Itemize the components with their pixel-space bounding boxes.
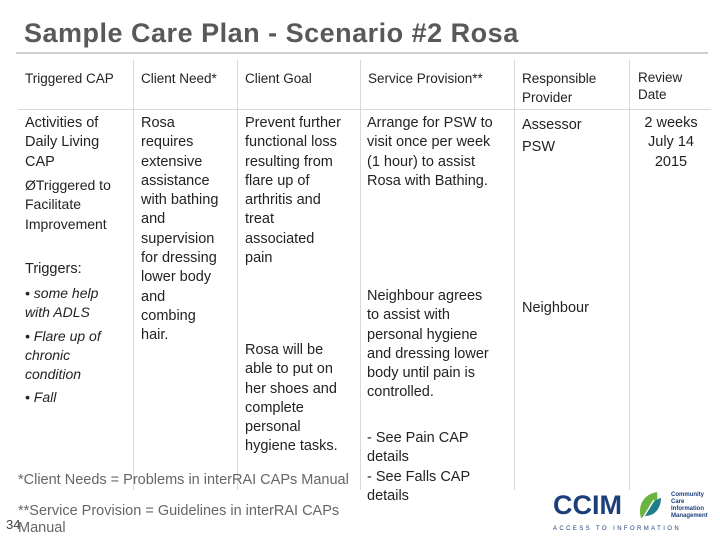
responsible-provider-neighbour: Neighbour (522, 300, 589, 316)
client-need-text: Rosa requires extensive assistance with bathing and supervision for dressing lower body and combing hair. (141, 115, 219, 344)
service-provision-references: - See Pain CAP details - See Falls CAP details (367, 430, 471, 504)
svg-text:Care: Care (671, 499, 685, 505)
header-triggered-cap: Triggered CAP (25, 71, 114, 86)
review-date-text: 2 weeks July 14 2015 (644, 115, 698, 170)
responsible-provider-primary: Assessor PSW (522, 117, 582, 155)
client-goal-secondary: Rosa will be able to put on her shoes and complete personal hygiene tasks. (245, 342, 338, 455)
column-divider (360, 60, 361, 490)
column-divider (237, 60, 238, 490)
title-divider (16, 52, 708, 54)
column-divider (133, 60, 134, 490)
ccim-logo-graphic (553, 488, 718, 538)
footnote-client-needs: *Client Needs = Problems in interRAI CAPs Manual (18, 472, 349, 488)
page-number: 34 (6, 517, 21, 532)
svg-text:Management: Management (671, 513, 708, 519)
page-title: Sample Care Plan - Scenario #2 Rosa (24, 18, 519, 48)
ccim-logo (553, 488, 718, 538)
column-divider (629, 60, 630, 490)
ccim-tagline: ACCESS TO INFORMATION (553, 526, 682, 532)
footnote-manual: Manual (18, 520, 66, 536)
cap-name: Activities of Daily Living CAP (25, 115, 100, 170)
leaf-icon (640, 492, 661, 518)
footnote-service-provision: **Service Provision = Guidelines in interRAI CAPs (18, 503, 340, 519)
triggers-list: • some help with ADLS • Flare up of chronic condition • Fall (25, 284, 101, 408)
service-provision-psw: Arrange for PSW to visit once per week (1 hour) to assist Rosa with Bathing. (367, 115, 493, 189)
svg-text:Community: Community (671, 492, 704, 498)
client-goal-primary: Prevent further functional loss resulting from flare up of arthritis and treat associated pain (245, 115, 341, 267)
ccim-wordmark: CCIM (553, 490, 622, 520)
list-item: • Fall (25, 389, 57, 406)
cap-triggered-note: ØTriggered to Facilitate Improvement (25, 177, 111, 232)
list-item: • Flare up of (25, 327, 101, 344)
header-client-need: Client Need* (141, 71, 217, 86)
header-responsible-provider: Responsible Provider (522, 71, 597, 105)
header-client-goal: Client Goal (245, 71, 312, 86)
header-review-date: Review Date (638, 70, 683, 102)
triggers-heading: Triggers: (25, 261, 82, 277)
svg-text:Information: Information (671, 506, 704, 512)
header-service-provision: Service Provision** (368, 71, 483, 86)
header-divider (18, 109, 711, 110)
list-item: • some help (25, 285, 99, 301)
service-provision-neighbour: Neighbour agrees to assist with personal hygiene and dressing lower body until pain is controlled. (367, 288, 489, 401)
column-divider (514, 60, 515, 490)
